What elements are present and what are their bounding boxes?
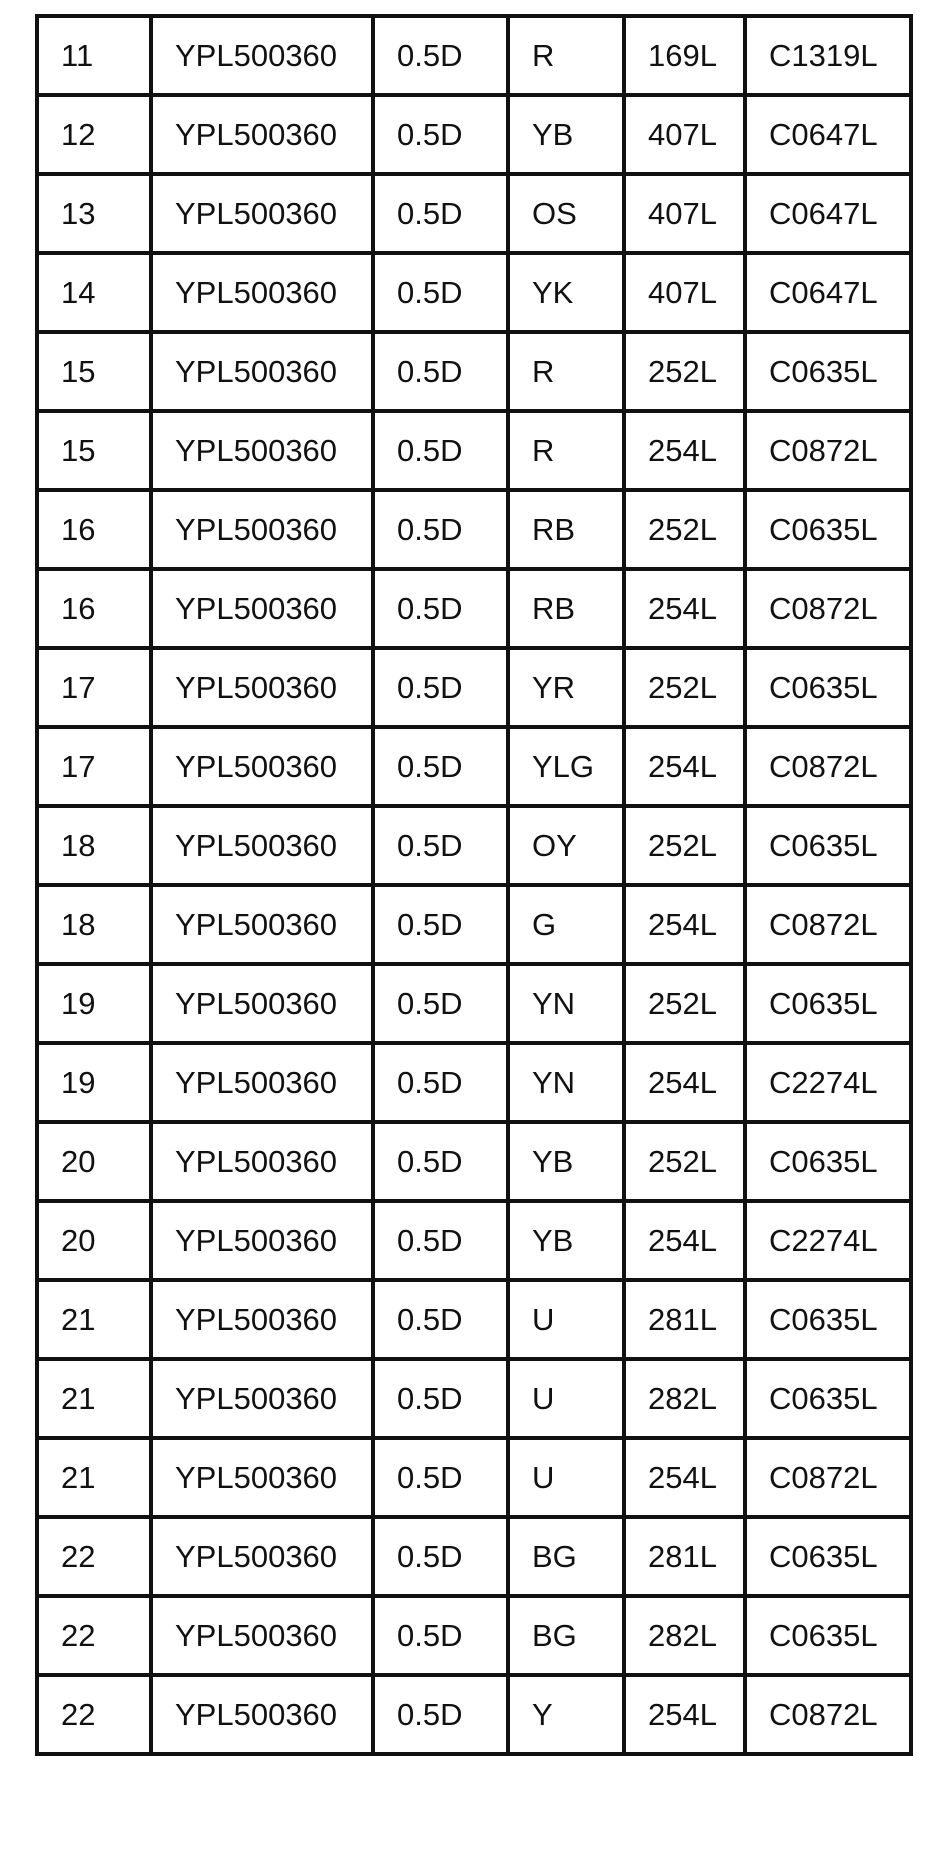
connector-code-cell: C0635L (745, 1359, 911, 1438)
connector-code-cell: C0635L (745, 964, 911, 1043)
length-cell: 407L (624, 174, 745, 253)
part-code-cell: YPL500360 (151, 806, 373, 885)
length-cell: 252L (624, 1122, 745, 1201)
color-code-cell: YR (508, 648, 624, 727)
part-code-cell: YPL500360 (151, 727, 373, 806)
row-number-cell: 15 (37, 332, 151, 411)
row-number-cell: 19 (37, 1043, 151, 1122)
color-code-cell: BG (508, 1517, 624, 1596)
color-code-cell: YK (508, 253, 624, 332)
row-number-cell: 13 (37, 174, 151, 253)
table-row (37, 1438, 911, 1517)
size-cell: 0.5D (373, 727, 508, 806)
row-number-cell: 19 (37, 964, 151, 1043)
color-code-cell: YN (508, 1043, 624, 1122)
color-code-cell: G (508, 885, 624, 964)
size-cell: 0.5D (373, 332, 508, 411)
row-number-cell: 17 (37, 648, 151, 727)
size-cell: 0.5D (373, 411, 508, 490)
size-cell: 0.5D (373, 569, 508, 648)
color-code-cell: YN (508, 964, 624, 1043)
table-row (37, 727, 911, 806)
connector-code-cell: C0635L (745, 1280, 911, 1359)
color-code-cell: RB (508, 490, 624, 569)
part-code-cell: YPL500360 (151, 253, 373, 332)
size-cell: 0.5D (373, 1280, 508, 1359)
color-code-cell: OS (508, 174, 624, 253)
table-row (37, 411, 911, 490)
part-code-cell: YPL500360 (151, 964, 373, 1043)
table-row (37, 174, 911, 253)
row-number-cell: 15 (37, 411, 151, 490)
length-cell: 252L (624, 490, 745, 569)
table-row (37, 1675, 911, 1754)
color-code-cell: U (508, 1359, 624, 1438)
connector-code-cell: C1319L (745, 16, 911, 95)
size-cell: 0.5D (373, 1596, 508, 1675)
part-code-cell: YPL500360 (151, 332, 373, 411)
length-cell: 407L (624, 253, 745, 332)
table-row (37, 490, 911, 569)
table-row (37, 569, 911, 648)
part-code-cell: YPL500360 (151, 16, 373, 95)
part-code-cell: YPL500360 (151, 1280, 373, 1359)
color-code-cell: Y (508, 1675, 624, 1754)
table-row (37, 806, 911, 885)
part-code-cell: YPL500360 (151, 885, 373, 964)
color-code-cell: U (508, 1280, 624, 1359)
part-code-cell: YPL500360 (151, 1438, 373, 1517)
row-number-cell: 16 (37, 569, 151, 648)
connector-code-cell: C0872L (745, 1438, 911, 1517)
connector-code-cell: C0872L (745, 411, 911, 490)
part-code-cell: YPL500360 (151, 648, 373, 727)
connector-code-cell: C2274L (745, 1201, 911, 1280)
connector-code-cell: C0635L (745, 1122, 911, 1201)
color-code-cell: BG (508, 1596, 624, 1675)
connector-code-cell: C0635L (745, 806, 911, 885)
length-cell: 281L (624, 1517, 745, 1596)
size-cell: 0.5D (373, 1438, 508, 1517)
size-cell: 0.5D (373, 1517, 508, 1596)
length-cell: 282L (624, 1596, 745, 1675)
part-code-cell: YPL500360 (151, 1122, 373, 1201)
table-row (37, 1043, 911, 1122)
table-row (37, 1280, 911, 1359)
color-code-cell: U (508, 1438, 624, 1517)
row-number-cell: 21 (37, 1359, 151, 1438)
length-cell: 281L (624, 1280, 745, 1359)
color-code-cell: RB (508, 569, 624, 648)
length-cell: 169L (624, 16, 745, 95)
connector-code-cell: C0872L (745, 727, 911, 806)
length-cell: 254L (624, 885, 745, 964)
length-cell: 254L (624, 1201, 745, 1280)
length-cell: 254L (624, 1675, 745, 1754)
connector-code-cell: C0872L (745, 885, 911, 964)
connector-code-cell: C0872L (745, 569, 911, 648)
length-cell: 252L (624, 806, 745, 885)
color-code-cell: OY (508, 806, 624, 885)
row-number-cell: 21 (37, 1280, 151, 1359)
table-row (37, 1122, 911, 1201)
size-cell: 0.5D (373, 1675, 508, 1754)
size-cell: 0.5D (373, 648, 508, 727)
row-number-cell: 18 (37, 806, 151, 885)
table-body (37, 16, 911, 1754)
color-code-cell: YB (508, 95, 624, 174)
table-row (37, 964, 911, 1043)
table-row (37, 885, 911, 964)
color-code-cell: R (508, 411, 624, 490)
length-cell: 254L (624, 1043, 745, 1122)
size-cell: 0.5D (373, 174, 508, 253)
connector-code-cell: C0647L (745, 253, 911, 332)
table-row (37, 253, 911, 332)
color-code-cell: R (508, 16, 624, 95)
length-cell: 252L (624, 648, 745, 727)
data-table-container (35, 14, 909, 1756)
table-row (37, 1201, 911, 1280)
size-cell: 0.5D (373, 1359, 508, 1438)
row-number-cell: 22 (37, 1675, 151, 1754)
connector-code-cell: C0635L (745, 1596, 911, 1675)
row-number-cell: 12 (37, 95, 151, 174)
size-cell: 0.5D (373, 806, 508, 885)
length-cell: 254L (624, 1438, 745, 1517)
part-code-cell: YPL500360 (151, 1359, 373, 1438)
length-cell: 254L (624, 411, 745, 490)
row-number-cell: 18 (37, 885, 151, 964)
row-number-cell: 21 (37, 1438, 151, 1517)
size-cell: 0.5D (373, 1201, 508, 1280)
table-row (37, 1596, 911, 1675)
length-cell: 254L (624, 727, 745, 806)
part-code-cell: YPL500360 (151, 569, 373, 648)
part-code-cell: YPL500360 (151, 490, 373, 569)
part-code-cell: YPL500360 (151, 1043, 373, 1122)
color-code-cell: YLG (508, 727, 624, 806)
color-code-cell: YB (508, 1201, 624, 1280)
table-row (37, 1517, 911, 1596)
connector-code-cell: C0872L (745, 1675, 911, 1754)
size-cell: 0.5D (373, 16, 508, 95)
length-cell: 282L (624, 1359, 745, 1438)
size-cell: 0.5D (373, 885, 508, 964)
connector-code-cell: C0647L (745, 95, 911, 174)
part-code-cell: YPL500360 (151, 95, 373, 174)
part-code-cell: YPL500360 (151, 1517, 373, 1596)
row-number-cell: 20 (37, 1201, 151, 1280)
part-code-cell: YPL500360 (151, 1675, 373, 1754)
size-cell: 0.5D (373, 964, 508, 1043)
color-code-cell: R (508, 332, 624, 411)
color-code-cell: YB (508, 1122, 624, 1201)
table-row (37, 648, 911, 727)
part-code-cell: YPL500360 (151, 174, 373, 253)
row-number-cell: 14 (37, 253, 151, 332)
connector-code-cell: C0635L (745, 490, 911, 569)
size-cell: 0.5D (373, 1122, 508, 1201)
connector-code-cell: C2274L (745, 1043, 911, 1122)
connector-code-cell: C0635L (745, 648, 911, 727)
row-number-cell: 20 (37, 1122, 151, 1201)
table-row (37, 95, 911, 174)
part-code-cell: YPL500360 (151, 1596, 373, 1675)
connector-code-cell: C0635L (745, 332, 911, 411)
row-number-cell: 22 (37, 1517, 151, 1596)
data-table (35, 14, 913, 1756)
row-number-cell: 11 (37, 16, 151, 95)
table-row (37, 16, 911, 95)
part-code-cell: YPL500360 (151, 411, 373, 490)
size-cell: 0.5D (373, 1043, 508, 1122)
row-number-cell: 17 (37, 727, 151, 806)
length-cell: 252L (624, 332, 745, 411)
size-cell: 0.5D (373, 95, 508, 174)
connector-code-cell: C0635L (745, 1517, 911, 1596)
part-code-cell: YPL500360 (151, 1201, 373, 1280)
length-cell: 407L (624, 95, 745, 174)
size-cell: 0.5D (373, 490, 508, 569)
table-row (37, 332, 911, 411)
connector-code-cell: C0647L (745, 174, 911, 253)
size-cell: 0.5D (373, 253, 508, 332)
row-number-cell: 22 (37, 1596, 151, 1675)
length-cell: 254L (624, 569, 745, 648)
length-cell: 252L (624, 964, 745, 1043)
table-row (37, 1359, 911, 1438)
row-number-cell: 16 (37, 490, 151, 569)
